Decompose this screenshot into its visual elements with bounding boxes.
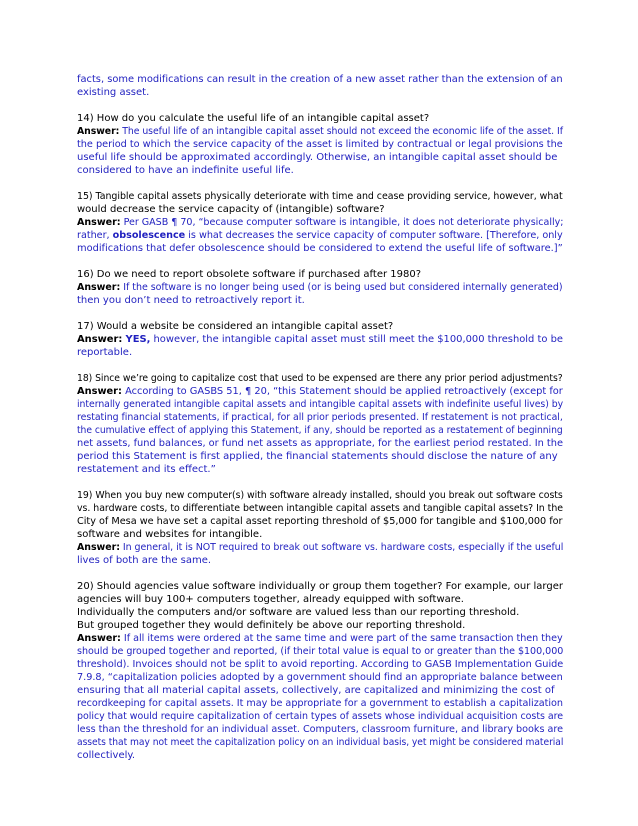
answer-line (77, 281, 563, 294)
answer-line (77, 333, 563, 346)
question-text: would decrease the service capacity of (intangible) software? (77, 204, 385, 215)
answer-text: assets that may not meet the capitalization policy on an individual basis, yet might be considered material (77, 737, 564, 748)
answer-text: 7.9.8, “capitalization policies adopted by a government should find an appropriate balance between (77, 672, 563, 683)
answer-text: According to GASBS 51, ¶ 20, “this Statement should be applied retroactively (except for (125, 386, 563, 397)
question-text: software and websites for intangible. (77, 529, 263, 540)
question-text: Individually the computers and/or software are valued less than our reporting threshold. (77, 607, 520, 618)
answer-label: Answer: (77, 334, 123, 345)
answer-text: The useful life of an intangible capital asset should not exceed the economic life of the asset. If (122, 126, 563, 137)
question-text: City of Mesa we have set a capital asset reporting threshold of $5,000 for tangible and $100,000 for (77, 516, 563, 527)
answer-label: Answer: (77, 386, 122, 397)
answer-text: rather, (77, 230, 113, 241)
answer-label: Answer: (77, 126, 120, 137)
answer-text: If the software is no longer being used (or is being used but considered internally generated) (123, 282, 563, 293)
answer-text: period this Statement is first applied, the financial statements should disclose the nature of any (77, 451, 558, 462)
answer-text: modifications that defer obsolescence should be considered to extend the useful life of software.]” (77, 243, 563, 254)
answer-label: Answer: (77, 282, 121, 293)
answer-label: Answer: (77, 633, 121, 644)
answer-text: should be grouped together and reported, (if their total value is equal to or greater than the $100,000 (77, 646, 564, 657)
question-text: agencies will buy 100+ computers together, already equipped with software. (77, 594, 464, 605)
answer-line (77, 632, 563, 645)
question-text: 19) When you buy new computer(s) with software already installed, should you break out software costs (77, 490, 563, 501)
answer-text: net assets, fund balances, or fund net assets as appropriate, for the earliest period restated. In the (77, 438, 564, 449)
question-14 (77, 112, 563, 177)
answer-line (77, 541, 564, 554)
answer-text: then you don’t need to retroactively report it. (77, 295, 305, 306)
document-page (77, 73, 563, 775)
answer-text: policy that would require capitalization of certain types of assets whose individual acquisition costs are (77, 711, 564, 722)
question-17 (77, 320, 563, 359)
answer-label: Answer: (77, 542, 120, 553)
answer-line (77, 229, 563, 242)
continuation-paragraph (77, 73, 563, 99)
question-18 (77, 372, 563, 476)
question-16 (77, 268, 563, 307)
question-text: 14) How do you calculate the useful life of an intangible capital asset? (77, 113, 430, 124)
question-19 (77, 489, 563, 567)
answer-line (77, 216, 564, 229)
answer-emphasis: obsolescence (112, 230, 186, 241)
text-line: existing asset. (77, 87, 150, 98)
answer-text: the cumulative effect of applying this Statement, if any, should be reported as a restatement of beginning (77, 425, 563, 436)
answer-text: restatement and its effect.” (77, 464, 216, 475)
question-15 (77, 190, 563, 255)
answer-text: Per GASB ¶ 70, “because computer software is intangible, it does not deteriorate physically; (123, 217, 564, 228)
answer-line (77, 125, 563, 138)
question-text: But grouped together they would definitely be above our reporting threshold. (77, 620, 466, 631)
answer-text: ensuring that all material capital assets, collectively, are capitalized and minimizing the cost of (77, 685, 555, 696)
answer-text: the period to which the service capacity of the asset is limited by contractual or legal provisions the (77, 139, 563, 150)
answer-text: reportable. (77, 347, 133, 358)
question-text: 15) Tangible capital assets physically deteriorate with time and cease providing service, however, what (77, 191, 563, 202)
question-text: vs. hardware costs, to differentiate between intangible capital assets and tangible capital assets? In the (77, 503, 563, 514)
question-text: 17) Would a website be considered an intangible capital asset? (77, 321, 394, 332)
answer-text: collectively. (77, 750, 136, 761)
answer-text: useful life should be approximated accordingly. Otherwise, an intangible capital asset should be (77, 152, 558, 163)
answer-text: restating financial statements, if practical, for all prior periods presented. If restatement is not practical, (77, 412, 563, 423)
answer-text: internally generated intangible capital assets and intangible capital assets with indefinite useful lives) by (77, 399, 564, 410)
question-text: 20) Should agencies value software individually or group them together? For example, our larger (77, 581, 563, 592)
answer-text: recordkeeping for capital assets. It may be appropriate for a government to establish a capitalization (77, 698, 563, 709)
answer-text: considered to have an indefinite useful life. (77, 165, 294, 176)
answer-text: If all items were ordered at the same time and were part of the same transaction then they (123, 633, 563, 644)
answer-text: lives of both are the same. (77, 555, 212, 566)
answer-text: In general, it is NOT required to break out software vs. hardware costs, especially if the useful (122, 542, 564, 553)
answer-text: threshold). Invoices should not be split to avoid reporting. According to GASB Implementation Guide (77, 659, 564, 670)
answer-line (77, 385, 563, 398)
answer-text: less than the threshold for an individual asset. Computers, classroom furniture, and library books are (77, 724, 564, 735)
answer-text: however, the intangible capital asset must still meet the $100,000 threshold to be (150, 334, 563, 345)
text-line: facts, some modifications can result in the creation of a new asset rather than the extension of an (77, 74, 563, 85)
question-20 (77, 580, 563, 762)
question-text: 16) Do we need to report obsolete software if purchased after 1980? (77, 269, 422, 280)
answer-emphasis: YES, (125, 334, 151, 345)
question-text: 18) Since we’re going to capitalize cost that used to be expensed are there any prior period adjustments? (77, 373, 563, 384)
answer-label: Answer: (77, 217, 121, 228)
answer-text: is what decreases the service capacity of computer software. [Therefore, only (185, 230, 563, 241)
